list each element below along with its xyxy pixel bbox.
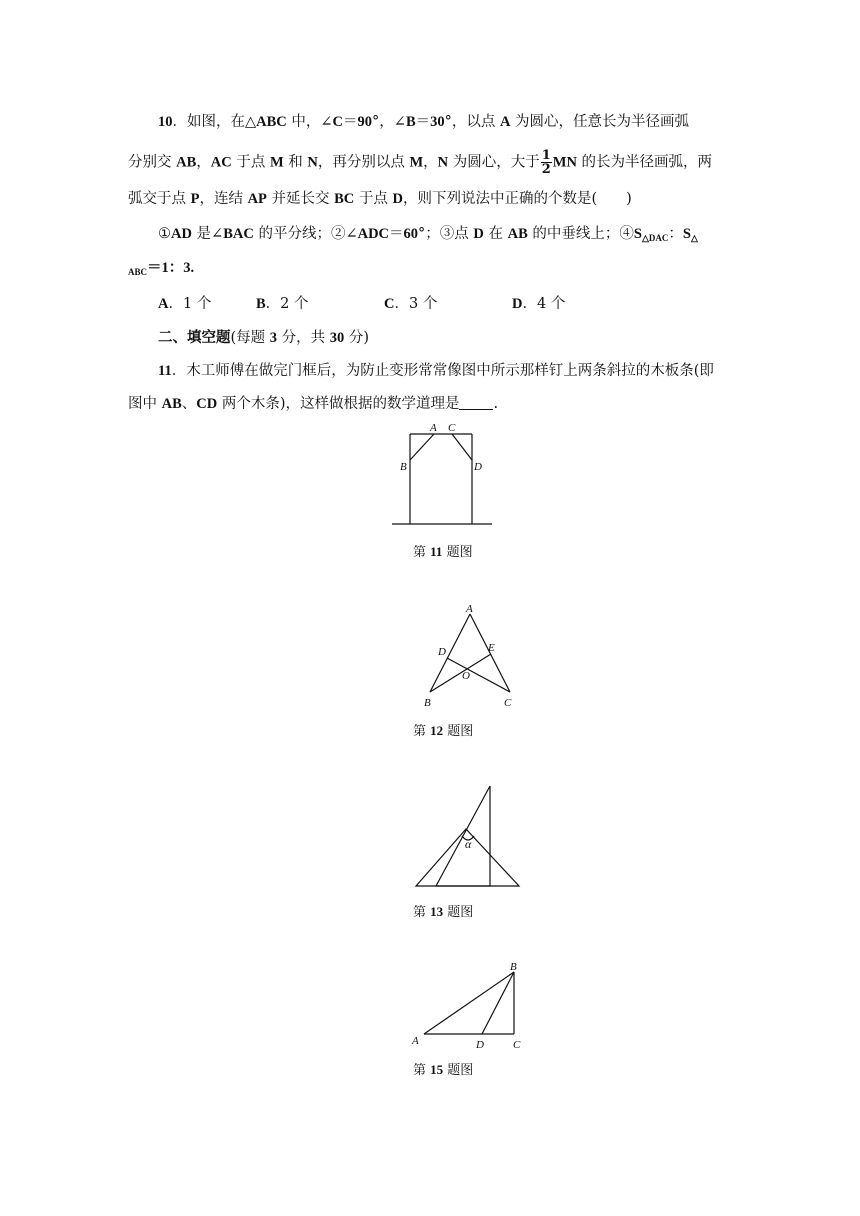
label-a: A (466, 603, 473, 615)
answer-blank (459, 395, 493, 410)
q11-line-2: 图中 AB、CD 两个木条)，这样做根据的数学道理是 . (128, 396, 499, 412)
set-square-diagram (412, 784, 522, 890)
q11-number: 11 (158, 363, 172, 379)
choice-d: D．4 个 (512, 296, 566, 312)
door-frame-diagram (392, 420, 494, 530)
brace-ab (410, 434, 434, 460)
label-d: D (474, 461, 482, 473)
label-alpha: α (465, 837, 472, 851)
choice-c: C．3 个 (384, 296, 438, 312)
q10-line-1: 10．如图，在△ABC 中，∠C＝90°，∠B＝30°，以点 A 为圆心，任意长为半径画弧 (158, 114, 690, 130)
section-heading: 二、填空题(每题 3 分，共 30 分) (158, 330, 370, 346)
q10-number: 10 (158, 114, 173, 130)
fraction-one-half: $\frac{1}{2}$ (541, 148, 551, 177)
caption-12: 第 12 题图 (413, 723, 474, 739)
triangle-diagram-15 (410, 958, 530, 1054)
figure-11 (392, 420, 494, 530)
brace-cd (452, 434, 472, 460)
label-c: C (504, 697, 512, 709)
q10-choices (158, 294, 768, 314)
label-c: C (513, 1039, 521, 1051)
label-a: A (430, 422, 437, 434)
segment-bd (482, 972, 514, 1034)
q11-line-1: 11．木工师傅在做完门框后，为防止变形常常像图中所示那样钉上两条斜拉的木板条(即 (158, 363, 714, 379)
q10-line-3: 弧交于点 P，连结 AP 并延长交 BC 于点 D，则下列说法中正确的个数是( ) (128, 191, 632, 207)
figure-12 (418, 600, 522, 712)
label-b: B (400, 461, 407, 473)
right-triangle (436, 786, 490, 886)
triangle-diagram-12 (418, 600, 522, 712)
q10-statements-cont: $_{ABC}$＝1：3. (128, 260, 195, 277)
side-ab (424, 972, 514, 1034)
label-o: O (462, 670, 470, 682)
label-b: B (424, 697, 431, 709)
q10-line-2: 分别交 AB，AC 于点 M 和 N，再分别以点 M，N 为圆心，大于 $\frac{1}{2}$ MN 的长为半径画弧，两 (128, 148, 713, 177)
label-a: A (412, 1035, 419, 1047)
label-d: D (476, 1039, 484, 1051)
caption-15: 第 15 题图 (413, 1062, 474, 1078)
label-e: E (488, 642, 495, 654)
q10-statements: ①AD 是∠BAC 的平分线；②∠ADC＝60°；③点 D 在 AB 的中垂线上；$④S_{\triangle DAC}$：$S_\triangle$ (158, 226, 698, 243)
label-b: B (510, 961, 517, 973)
figure-13 (412, 784, 522, 890)
label-c: C (448, 422, 456, 434)
label-d: D (438, 646, 446, 658)
choice-b: B．2 个 (256, 296, 309, 312)
caption-11: 第 11 题图 (413, 544, 473, 560)
caption-13: 第 13 题图 (413, 904, 474, 920)
choice-a: A．1 个 (158, 296, 212, 312)
figure-15 (410, 958, 530, 1054)
